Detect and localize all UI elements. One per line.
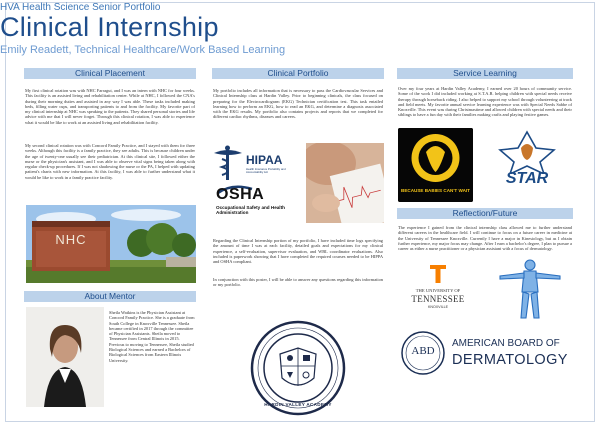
portfolio-paragraph-3: In conjunction with this poster, I will be able to answer any questions regarding this information or my portfolio. [213,277,383,288]
poster-supertitle: HVA Health Science Senior Portfolio [0,2,161,13]
clinical-portfolio-heading: Clinical Portfolio [212,68,384,79]
clinical-placement-heading: Clinical Placement [24,68,196,79]
sabbe-logo [398,128,473,202]
hardin-valley-seal [250,320,346,416]
abd-monogram: ABD [411,345,435,357]
about-mentor-heading: About Mentor [24,291,196,302]
abd-line-2: DERMATOLOGY [452,352,568,368]
mentor-photo [26,307,104,407]
nhc-building-photo [26,205,196,283]
placement-paragraph-2: My second clinical rotation was with Concord Family Practice, and I stayed with them for three weeks. Although this facility is a family practice, they see adults. This is because children under the age of twenty-one usually see their pediatrician. At this clinical site, I followed either the nurse or the physician's assistant, and I was able to observe vital signs being taken along with regular check-up procedures. If I was not shadowing the nurse or the PA, I helped with updating patient's charts with new information. At this facility, I was able to further understand what it would be like to work in a family practice facility. [25,143,195,180]
osha-subtitle: Occupational Safety and Health Administration [216,205,285,216]
hipaa-subtitle: Health Insurance Portability and Accountability Act [246,167,286,175]
poster-subtitle: Emily Readett, Technical Healthcare/Work Based Learning [0,44,286,56]
seal-text: HARDIN VALLEY ACADEMY [264,402,332,407]
service-learning-text: Over my four years at Hardin Valley Academy, I earned over 20 hours of community service. Some of the work I did included working at S.T.A.R. helping children with special needs receive therapy through horseback riding. I also helped to support my school through volunteering at track and field meets. My favorite annual service learning experience was with Special Needs Sabbe of Knoxville. This event was during Christmastime and allowed children with special needs and their siblings to have a fun day with their families making crafts and playing festive games. [398,86,572,118]
poster-title: Clinical Internship [0,12,219,42]
portfolio-paragraph-1: My portfolio includes all information that is necessary to pass the Cardiovascular Services and Clinical Internship class at Hardin Valley. Prior to beginning clinicals, the class focused on preparing for the Electrocardiogram (EKG) Technician certification test. This task entailed learning how to perform an EKG, how to read an EKG, and determine a diagnosis associated with the EKG results. My portfolio also contains projects and reports that we completed for different cardiac rhythms, diseases and careers. [213,88,383,120]
portfolio-paragraph-2: Regarding the Clinical Internship portion of my portfolio, I have included time logs specifying the amount of time I was at each facility, detailed goals and expectations for my clinical experience, a self-evaluation, supervisor evaluation, and WBL coordinator evaluations. Also included is paperwork showing that I have completed the required courses needed to be HIPPA and OSHA compliant. [213,238,383,265]
ut-line-2: TENNESSEE [411,294,465,304]
sabbe-label: BECAUSE BABIES CAN'T WAIT [401,188,470,193]
reflection-text: The experience I gained from the clinical internship class allowed me to further understand different careers in the healthcare field. I will continue to focus on a future career in medicine at the University of Tennessee Knoxville. Currently I have a major in Kinesiology, but as I obtain further experience, my major focus may change. After I earn a bachelor's degree, I plan to pursue a career as either a nurse practitioner or a physician assistant with a focus of dermatology. [398,225,572,252]
hipaa-logo [212,145,302,181]
mentor-bio: Sheila Watkins is the Physician Assistant at Concord Family Practice. She is a graduate from South College in Knoxville Tennessee. Sheila became certified in 2017 through the committee of Physician Assistants. Sheila moved to Tennessee from Central Illinois in 2015. Previous to moving to Tennessee, Sheila studied Biological Sciences and earned a Bachelors of Biological Sciences from Eastern Illinois University. [109,310,195,363]
ut-knoxville-logo [402,262,474,316]
osha-logo [212,183,302,219]
hipaa-title: HIPAA [246,153,283,167]
osha-title: OSHA [216,186,265,203]
abd-line-1: AMERICAN BOARD OF [452,338,560,349]
star-label: STAR [505,170,549,187]
anatomy-figure [494,258,566,320]
ut-line-1: THE UNIVERSITY OF [415,288,461,293]
service-learning-heading: Service Learning [397,68,573,79]
nhc-sign-text: NHC [55,232,87,247]
abd-logo [400,330,572,376]
ekg-photo [306,143,384,223]
placement-paragraph-1: My first clinical rotation was with NHC Farragut, and I was an intern with NHC for four weeks. This facility is an assisted living and rehabilitation center. While at NHC, I followed the CNA's during their morning duties and assisted in any way I was able. These tasks included making beds, filling water cups, and transporting patients to and from the facility. My favorite part of my clinical internship at NHC was speaking to the patients. They shared personal stories and life advice with me that I will never forget. Through this clinical rotation, I was able to experience what it would be like to work at an assisted living and rehabilitation facility. [25,88,195,125]
reflection-future-heading: Reflection/Future [397,208,573,219]
ut-line-3: KNOXVILLE [428,305,448,309]
star-logo [492,130,562,202]
